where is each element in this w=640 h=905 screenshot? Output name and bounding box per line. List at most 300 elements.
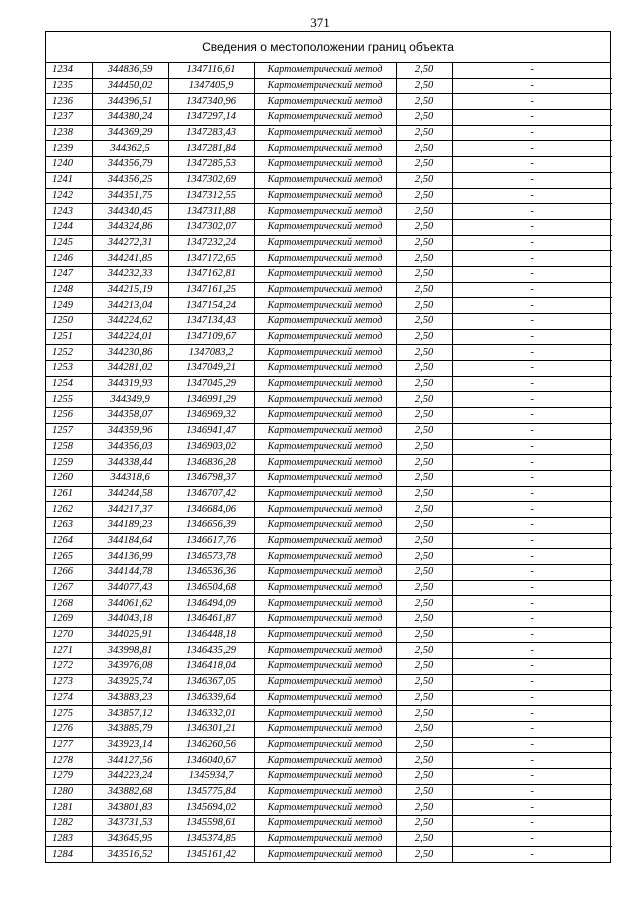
accuracy-cell: 2,50 xyxy=(396,470,452,486)
table-row xyxy=(46,800,612,816)
y-coordinate-cell: 1346494,09 xyxy=(168,596,254,612)
method-cell: Картометрический метод xyxy=(254,706,396,722)
method-cell: Картометрический метод xyxy=(254,737,396,753)
method-cell: Картометрический метод xyxy=(254,94,396,110)
x-coordinate-cell: 344272,31 xyxy=(92,235,168,251)
table-row xyxy=(46,643,612,659)
point-number-cell: 1248 xyxy=(46,282,92,298)
table-row xyxy=(46,470,612,486)
method-cell: Картометрический метод xyxy=(254,674,396,690)
y-coordinate-cell: 1346435,29 xyxy=(168,643,254,659)
method-cell: Картометрический метод xyxy=(254,831,396,847)
x-coordinate-cell: 344356,03 xyxy=(92,439,168,455)
x-coordinate-cell: 344356,79 xyxy=(92,157,168,173)
table-row xyxy=(46,157,612,173)
accuracy-cell: 2,50 xyxy=(396,298,452,314)
x-coordinate-cell: 344281,02 xyxy=(92,361,168,377)
table-row xyxy=(46,549,612,565)
x-coordinate-cell: 344184,64 xyxy=(92,533,168,549)
method-cell: Картометрический метод xyxy=(254,565,396,581)
table-row xyxy=(46,753,612,769)
accuracy-cell: 2,50 xyxy=(396,486,452,502)
accuracy-cell: 2,50 xyxy=(396,612,452,628)
y-coordinate-cell: 1347302,69 xyxy=(168,172,254,188)
accuracy-cell: 2,50 xyxy=(396,376,452,392)
accuracy-cell: 2,50 xyxy=(396,204,452,220)
table-row xyxy=(46,329,612,345)
point-number-cell: 1239 xyxy=(46,141,92,157)
y-coordinate-cell: 1347285,53 xyxy=(168,157,254,173)
description-cell: - xyxy=(452,643,612,659)
point-number-cell: 1254 xyxy=(46,376,92,392)
accuracy-cell: 2,50 xyxy=(396,125,452,141)
x-coordinate-cell: 344338,44 xyxy=(92,455,168,471)
table-row xyxy=(46,706,612,722)
x-coordinate-cell: 344369,29 xyxy=(92,125,168,141)
point-number-cell: 1242 xyxy=(46,188,92,204)
y-coordinate-cell: 1346707,42 xyxy=(168,486,254,502)
table-row xyxy=(46,78,612,94)
accuracy-cell: 2,50 xyxy=(396,753,452,769)
x-coordinate-cell: 343801,83 xyxy=(92,800,168,816)
point-number-cell: 1269 xyxy=(46,612,92,628)
table-row xyxy=(46,486,612,502)
method-cell: Картометрический метод xyxy=(254,204,396,220)
table-row xyxy=(46,439,612,455)
y-coordinate-cell: 1345775,84 xyxy=(168,784,254,800)
description-cell: - xyxy=(452,251,612,267)
description-cell: - xyxy=(452,141,612,157)
method-cell: Картометрический метод xyxy=(254,314,396,330)
description-cell: - xyxy=(452,219,612,235)
y-coordinate-cell: 1347283,43 xyxy=(168,125,254,141)
point-number-cell: 1281 xyxy=(46,800,92,816)
x-coordinate-cell: 344836,59 xyxy=(92,63,168,78)
point-number-cell: 1272 xyxy=(46,659,92,675)
method-cell: Картометрический метод xyxy=(254,282,396,298)
description-cell: - xyxy=(452,800,612,816)
point-number-cell: 1276 xyxy=(46,721,92,737)
table-row xyxy=(46,345,612,361)
y-coordinate-cell: 1347049,21 xyxy=(168,361,254,377)
table-row xyxy=(46,596,612,612)
x-coordinate-cell: 344224,01 xyxy=(92,329,168,345)
method-cell: Картометрический метод xyxy=(254,455,396,471)
y-coordinate-cell: 1347134,43 xyxy=(168,314,254,330)
point-number-cell: 1263 xyxy=(46,517,92,533)
y-coordinate-cell: 1347312,55 xyxy=(168,188,254,204)
x-coordinate-cell: 343923,14 xyxy=(92,737,168,753)
point-number-cell: 1259 xyxy=(46,455,92,471)
x-coordinate-cell: 344349,9 xyxy=(92,392,168,408)
method-cell: Картометрический метод xyxy=(254,188,396,204)
x-coordinate-cell: 344077,43 xyxy=(92,580,168,596)
method-cell: Картометрический метод xyxy=(254,847,396,862)
x-coordinate-cell: 344232,33 xyxy=(92,266,168,282)
description-cell: - xyxy=(452,408,612,424)
accuracy-cell: 2,50 xyxy=(396,659,452,675)
method-cell: Картометрический метод xyxy=(254,659,396,675)
method-cell: Картометрический метод xyxy=(254,627,396,643)
x-coordinate-cell: 344215,19 xyxy=(92,282,168,298)
x-coordinate-cell: 343925,74 xyxy=(92,674,168,690)
point-number-cell: 1234 xyxy=(46,63,92,78)
x-coordinate-cell: 344025,91 xyxy=(92,627,168,643)
point-number-cell: 1277 xyxy=(46,737,92,753)
boundary-table xyxy=(45,31,611,863)
x-coordinate-cell: 343976,08 xyxy=(92,659,168,675)
x-coordinate-cell: 344189,23 xyxy=(92,517,168,533)
accuracy-cell: 2,50 xyxy=(396,831,452,847)
table-row xyxy=(46,376,612,392)
table-row xyxy=(46,282,612,298)
table-row xyxy=(46,674,612,690)
method-cell: Картометрический метод xyxy=(254,110,396,126)
point-number-cell: 1279 xyxy=(46,768,92,784)
y-coordinate-cell: 1346339,64 xyxy=(168,690,254,706)
y-coordinate-cell: 1347232,24 xyxy=(168,235,254,251)
table-row xyxy=(46,423,612,439)
description-cell: - xyxy=(452,345,612,361)
y-coordinate-cell: 1346573,78 xyxy=(168,549,254,565)
description-cell: - xyxy=(452,737,612,753)
table-row xyxy=(46,408,612,424)
description-cell: - xyxy=(452,768,612,784)
point-number-cell: 1243 xyxy=(46,204,92,220)
method-cell: Картометрический метод xyxy=(254,768,396,784)
method-cell: Картометрический метод xyxy=(254,141,396,157)
x-coordinate-cell: 344359,96 xyxy=(92,423,168,439)
x-coordinate-cell: 343857,12 xyxy=(92,706,168,722)
x-coordinate-cell: 344244,58 xyxy=(92,486,168,502)
description-cell: - xyxy=(452,282,612,298)
x-coordinate-cell: 344213,04 xyxy=(92,298,168,314)
point-number-cell: 1275 xyxy=(46,706,92,722)
table-row xyxy=(46,721,612,737)
table-row xyxy=(46,141,612,157)
description-cell: - xyxy=(452,502,612,518)
y-coordinate-cell: 1347405,9 xyxy=(168,78,254,94)
method-cell: Картометрический метод xyxy=(254,517,396,533)
method-cell: Картометрический метод xyxy=(254,784,396,800)
x-coordinate-cell: 344450,02 xyxy=(92,78,168,94)
description-cell: - xyxy=(452,831,612,847)
method-cell: Картометрический метод xyxy=(254,721,396,737)
description-cell: - xyxy=(452,298,612,314)
method-cell: Картометрический метод xyxy=(254,392,396,408)
table-row xyxy=(46,659,612,675)
accuracy-cell: 2,50 xyxy=(396,219,452,235)
point-number-cell: 1245 xyxy=(46,235,92,251)
x-coordinate-cell: 343516,52 xyxy=(92,847,168,862)
accuracy-cell: 2,50 xyxy=(396,392,452,408)
description-cell: - xyxy=(452,753,612,769)
accuracy-cell: 2,50 xyxy=(396,627,452,643)
point-number-cell: 1284 xyxy=(46,847,92,862)
table-title: Сведения о местоположении границ объекта xyxy=(46,32,610,63)
table-row xyxy=(46,188,612,204)
y-coordinate-cell: 1346040,67 xyxy=(168,753,254,769)
point-number-cell: 1241 xyxy=(46,172,92,188)
y-coordinate-cell: 1346461,87 xyxy=(168,612,254,628)
point-number-cell: 1253 xyxy=(46,361,92,377)
point-number-cell: 1270 xyxy=(46,627,92,643)
y-coordinate-cell: 1347297,14 xyxy=(168,110,254,126)
accuracy-cell: 2,50 xyxy=(396,141,452,157)
point-number-cell: 1274 xyxy=(46,690,92,706)
table-row xyxy=(46,517,612,533)
description-cell: - xyxy=(452,659,612,675)
table-row xyxy=(46,627,612,643)
point-number-cell: 1273 xyxy=(46,674,92,690)
y-coordinate-cell: 1347162,81 xyxy=(168,266,254,282)
accuracy-cell: 2,50 xyxy=(396,816,452,832)
description-cell: - xyxy=(452,580,612,596)
point-number-cell: 1264 xyxy=(46,533,92,549)
y-coordinate-cell: 1346260,56 xyxy=(168,737,254,753)
point-number-cell: 1236 xyxy=(46,94,92,110)
description-cell: - xyxy=(452,439,612,455)
description-cell: - xyxy=(452,125,612,141)
coordinates-table-body xyxy=(46,63,612,862)
y-coordinate-cell: 1347281,84 xyxy=(168,141,254,157)
accuracy-cell: 2,50 xyxy=(396,690,452,706)
y-coordinate-cell: 1346301,21 xyxy=(168,721,254,737)
point-number-cell: 1258 xyxy=(46,439,92,455)
table-row xyxy=(46,455,612,471)
y-coordinate-cell: 1345694,02 xyxy=(168,800,254,816)
y-coordinate-cell: 1347340,96 xyxy=(168,94,254,110)
table-row xyxy=(46,172,612,188)
x-coordinate-cell: 344340,45 xyxy=(92,204,168,220)
y-coordinate-cell: 1347045,29 xyxy=(168,376,254,392)
accuracy-cell: 2,50 xyxy=(396,329,452,345)
y-coordinate-cell: 1345161,42 xyxy=(168,847,254,862)
accuracy-cell: 2,50 xyxy=(396,721,452,737)
accuracy-cell: 2,50 xyxy=(396,423,452,439)
table-row xyxy=(46,314,612,330)
y-coordinate-cell: 1346903,02 xyxy=(168,439,254,455)
description-cell: - xyxy=(452,157,612,173)
x-coordinate-cell: 344241,85 xyxy=(92,251,168,267)
x-coordinate-cell: 344223,24 xyxy=(92,768,168,784)
description-cell: - xyxy=(452,533,612,549)
y-coordinate-cell: 1347161,25 xyxy=(168,282,254,298)
table-row xyxy=(46,784,612,800)
y-coordinate-cell: 1346448,18 xyxy=(168,627,254,643)
point-number-cell: 1278 xyxy=(46,753,92,769)
y-coordinate-cell: 1347083,2 xyxy=(168,345,254,361)
y-coordinate-cell: 1346418,04 xyxy=(168,659,254,675)
x-coordinate-cell: 344127,56 xyxy=(92,753,168,769)
method-cell: Картометрический метод xyxy=(254,329,396,345)
x-coordinate-cell: 343883,23 xyxy=(92,690,168,706)
x-coordinate-cell: 343731,53 xyxy=(92,816,168,832)
method-cell: Картометрический метод xyxy=(254,157,396,173)
point-number-cell: 1247 xyxy=(46,266,92,282)
y-coordinate-cell: 1347311,88 xyxy=(168,204,254,220)
description-cell: - xyxy=(452,94,612,110)
description-cell: - xyxy=(452,690,612,706)
description-cell: - xyxy=(452,565,612,581)
point-number-cell: 1262 xyxy=(46,502,92,518)
accuracy-cell: 2,50 xyxy=(396,768,452,784)
x-coordinate-cell: 343998,81 xyxy=(92,643,168,659)
description-cell: - xyxy=(452,549,612,565)
method-cell: Картометрический метод xyxy=(254,690,396,706)
x-coordinate-cell: 344324,86 xyxy=(92,219,168,235)
point-number-cell: 1235 xyxy=(46,78,92,94)
y-coordinate-cell: 1346991,29 xyxy=(168,392,254,408)
accuracy-cell: 2,50 xyxy=(396,157,452,173)
method-cell: Картометрический метод xyxy=(254,266,396,282)
point-number-cell: 1252 xyxy=(46,345,92,361)
description-cell: - xyxy=(452,110,612,126)
y-coordinate-cell: 1346941,47 xyxy=(168,423,254,439)
accuracy-cell: 2,50 xyxy=(396,408,452,424)
point-number-cell: 1246 xyxy=(46,251,92,267)
accuracy-cell: 2,50 xyxy=(396,517,452,533)
description-cell: - xyxy=(452,204,612,220)
table-row xyxy=(46,737,612,753)
x-coordinate-cell: 344043,18 xyxy=(92,612,168,628)
method-cell: Картометрический метод xyxy=(254,643,396,659)
description-cell: - xyxy=(452,423,612,439)
method-cell: Картометрический метод xyxy=(254,423,396,439)
x-coordinate-cell: 344224,62 xyxy=(92,314,168,330)
method-cell: Картометрический метод xyxy=(254,612,396,628)
description-cell: - xyxy=(452,376,612,392)
table-row xyxy=(46,361,612,377)
y-coordinate-cell: 1346969,32 xyxy=(168,408,254,424)
table-row xyxy=(46,235,612,251)
y-coordinate-cell: 1346332,01 xyxy=(168,706,254,722)
method-cell: Картометрический метод xyxy=(254,298,396,314)
description-cell: - xyxy=(452,188,612,204)
method-cell: Картометрический метод xyxy=(254,816,396,832)
page-number: 371 xyxy=(310,15,330,30)
y-coordinate-cell: 1347116,61 xyxy=(168,63,254,78)
point-number-cell: 1260 xyxy=(46,470,92,486)
point-number-cell: 1261 xyxy=(46,486,92,502)
accuracy-cell: 2,50 xyxy=(396,235,452,251)
x-coordinate-cell: 344217,37 xyxy=(92,502,168,518)
description-cell: - xyxy=(452,235,612,251)
point-number-cell: 1282 xyxy=(46,816,92,832)
point-number-cell: 1244 xyxy=(46,219,92,235)
point-number-cell: 1267 xyxy=(46,580,92,596)
y-coordinate-cell: 1345598,61 xyxy=(168,816,254,832)
accuracy-cell: 2,50 xyxy=(396,188,452,204)
point-number-cell: 1265 xyxy=(46,549,92,565)
description-cell: - xyxy=(452,63,612,78)
accuracy-cell: 2,50 xyxy=(396,502,452,518)
accuracy-cell: 2,50 xyxy=(396,266,452,282)
accuracy-cell: 2,50 xyxy=(396,800,452,816)
accuracy-cell: 2,50 xyxy=(396,94,452,110)
description-cell: - xyxy=(452,612,612,628)
description-cell: - xyxy=(452,172,612,188)
x-coordinate-cell: 344356,25 xyxy=(92,172,168,188)
x-coordinate-cell: 343645,95 xyxy=(92,831,168,847)
table-row xyxy=(46,266,612,282)
x-coordinate-cell: 344230,86 xyxy=(92,345,168,361)
point-number-cell: 1271 xyxy=(46,643,92,659)
accuracy-cell: 2,50 xyxy=(396,643,452,659)
x-coordinate-cell: 344380,24 xyxy=(92,110,168,126)
y-coordinate-cell: 1346536,36 xyxy=(168,565,254,581)
accuracy-cell: 2,50 xyxy=(396,251,452,267)
accuracy-cell: 2,50 xyxy=(396,439,452,455)
method-cell: Картометрический метод xyxy=(254,125,396,141)
description-cell: - xyxy=(452,517,612,533)
x-coordinate-cell: 344358,07 xyxy=(92,408,168,424)
point-number-cell: 1255 xyxy=(46,392,92,408)
method-cell: Картометрический метод xyxy=(254,361,396,377)
accuracy-cell: 2,50 xyxy=(396,674,452,690)
point-number-cell: 1237 xyxy=(46,110,92,126)
description-cell: - xyxy=(452,361,612,377)
description-cell: - xyxy=(452,706,612,722)
accuracy-cell: 2,50 xyxy=(396,706,452,722)
accuracy-cell: 2,50 xyxy=(396,282,452,298)
table-row xyxy=(46,690,612,706)
x-coordinate-cell: 343882,68 xyxy=(92,784,168,800)
y-coordinate-cell: 1347154,24 xyxy=(168,298,254,314)
point-number-cell: 1249 xyxy=(46,298,92,314)
description-cell: - xyxy=(452,455,612,471)
accuracy-cell: 2,50 xyxy=(396,345,452,361)
point-number-cell: 1268 xyxy=(46,596,92,612)
description-cell: - xyxy=(452,266,612,282)
table-row xyxy=(46,219,612,235)
accuracy-cell: 2,50 xyxy=(396,580,452,596)
y-coordinate-cell: 1346836,28 xyxy=(168,455,254,471)
accuracy-cell: 2,50 xyxy=(396,455,452,471)
table-row xyxy=(46,580,612,596)
table-row xyxy=(46,847,612,862)
method-cell: Картометрический метод xyxy=(254,219,396,235)
accuracy-cell: 2,50 xyxy=(396,533,452,549)
x-coordinate-cell: 344136,99 xyxy=(92,549,168,565)
table-row xyxy=(46,768,612,784)
x-coordinate-cell: 344362,5 xyxy=(92,141,168,157)
y-coordinate-cell: 1345934,7 xyxy=(168,768,254,784)
description-cell: - xyxy=(452,816,612,832)
description-cell: - xyxy=(452,486,612,502)
accuracy-cell: 2,50 xyxy=(396,549,452,565)
y-coordinate-cell: 1345374,85 xyxy=(168,831,254,847)
x-coordinate-cell: 344061,62 xyxy=(92,596,168,612)
method-cell: Картометрический метод xyxy=(254,470,396,486)
method-cell: Картометрический метод xyxy=(254,533,396,549)
y-coordinate-cell: 1346367,05 xyxy=(168,674,254,690)
table-row xyxy=(46,565,612,581)
point-number-cell: 1280 xyxy=(46,784,92,800)
method-cell: Картометрический метод xyxy=(254,800,396,816)
accuracy-cell: 2,50 xyxy=(396,565,452,581)
description-cell: - xyxy=(452,329,612,345)
table-row xyxy=(46,251,612,267)
method-cell: Картометрический метод xyxy=(254,502,396,518)
method-cell: Картометрический метод xyxy=(254,235,396,251)
table-row xyxy=(46,533,612,549)
point-number-cell: 1266 xyxy=(46,565,92,581)
description-cell: - xyxy=(452,784,612,800)
point-number-cell: 1240 xyxy=(46,157,92,173)
accuracy-cell: 2,50 xyxy=(396,78,452,94)
x-coordinate-cell: 344351,75 xyxy=(92,188,168,204)
